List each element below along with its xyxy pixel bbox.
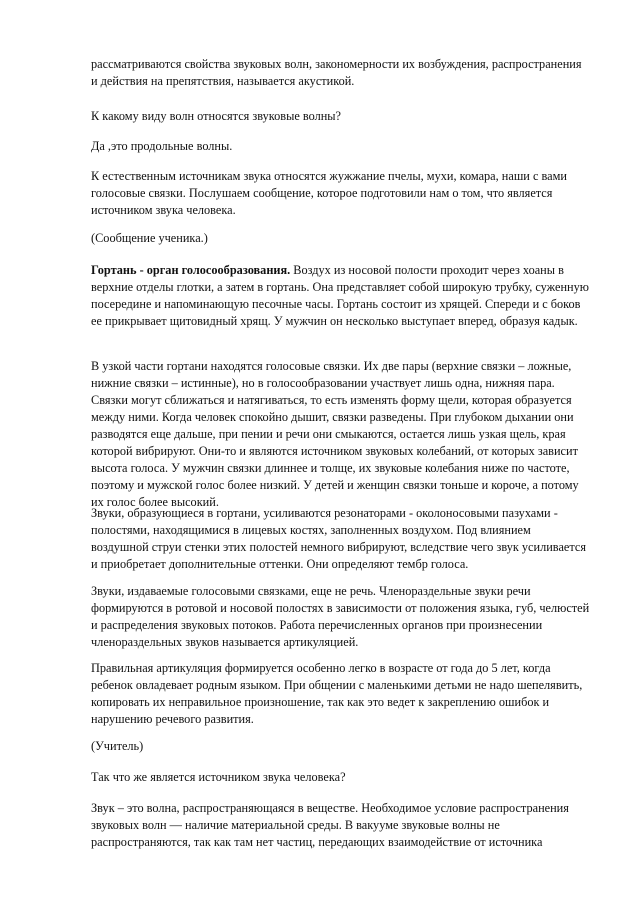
paragraph-question-wave-type: [91, 108, 591, 125]
paragraph-correct-articulation: [91, 660, 591, 728]
paragraph-text: Звуки, образующиеся в гортани, усиливаются резонаторами - околоносовыми пазухами - полостями, находящимися в лицевых костях, заполненных воздухом. Под влиянием воздушной струи стенки этих полостей немного вибрируют, вследствие чего звук усиливается и приобретает дополнительные оттенки. Они определяют тембр голоса.: [91, 506, 587, 571]
paragraph-acoustics-definition: [91, 56, 591, 90]
paragraph-text: (Учитель): [91, 739, 144, 753]
paragraph-text: Так что же является источником звука человека?: [91, 770, 346, 784]
paragraph-student-message: [91, 230, 591, 247]
paragraph-answer-longitudinal: [91, 138, 591, 155]
paragraph-text: К какому виду волн относятся звуковые волны?: [91, 109, 342, 123]
paragraph-text: Звуки, издаваемые голосовыми связками, еще не речь. Членораздельные звуки речи формируются в ротовой и носовой полостях в зависимости от положения языка, губ, челюстей и распределения звуковых потоков. Работа перечисленных органов при произнесении членораздельных звуков называется артикуляцией.: [91, 584, 590, 649]
paragraph-text: Воздух из носовой полости проходит через хоаны в верхние отделы глотки, а затем в гортань. Она представляет собой широкую трубку, суженную посередине и напоминающую песочные часы. Гортань состоит из хрящей. Спереди и с боков ее прикрывает щитовидный хрящ. У мужчин он несколько выступает вперед, образуя кадык.: [91, 263, 589, 328]
paragraph-heading: Гортань - орган голосообразования.: [91, 263, 291, 277]
paragraph-text: рассматриваются свойства звуковых волн, закономерности их возбуждения, распространения и действия на препятствия, называется акустикой.: [91, 57, 582, 88]
paragraph-sound-definition: [91, 800, 591, 851]
paragraph-question-source: [91, 769, 591, 786]
paragraph-text: Звук – это волна, распространяющаяся в веществе. Необходимое условие распространения звуковых волн — наличие материальной среды. В вакууме звуковые волны не распространяются, так как там нет частиц, передающих взаимодействие от источника: [91, 801, 569, 849]
paragraph-vocal-cords: [91, 358, 591, 511]
paragraph-articulation: [91, 583, 591, 651]
paragraph-text: К естественным источникам звука относятся жужжание пчелы, мухи, комара, наши с вами голосовые связки. Послушаем сообщение, которое подготовили нам о том, что является источником звука человека.: [91, 169, 567, 217]
paragraph-larynx: [91, 262, 591, 330]
paragraph-resonators: [91, 505, 591, 573]
paragraph-natural-sources: [91, 168, 591, 219]
paragraph-text: В узкой части гортани находятся голосовые связки. Их две пары (верхние связки – ложные, нижние связки – истинные), но в голосообразовании участвует лишь одна, нижняя пара. Связки могут сближаться и натягиваться, то есть изменять форму щели, которая образуется между ними. Когда человек спокойно дышит, связки разведены. При глубоком дыхании они разводятся еще дальше, при пении и речи они смыкаются, остается лишь узкая щель, края которой вибрируют. Они-то и являются источником звуковых колебаний, от которых зависит высота голоса. У мужчин связки длиннее и толще, их звуковые колебания ниже по частоте, поэтому и мужской голос более низкий. У детей и женщин связки тоньше и короче, а потому их голос более высокий.: [91, 359, 579, 509]
paragraph-teacher: [91, 738, 591, 755]
paragraph-text: (Сообщение ученика.): [91, 231, 208, 245]
paragraph-text: Правильная артикуляция формируется особенно легко в возрасте от года до 5 лет, когда ребенок овладевает родным языком. При общении с маленькими детьми не надо шепелявить, копировать их неправильное произношение, так как это ведет к закреплению ошибок и нарушению речевого развития.: [91, 661, 583, 726]
paragraph-text: Да ,это продольные волны.: [91, 139, 233, 153]
